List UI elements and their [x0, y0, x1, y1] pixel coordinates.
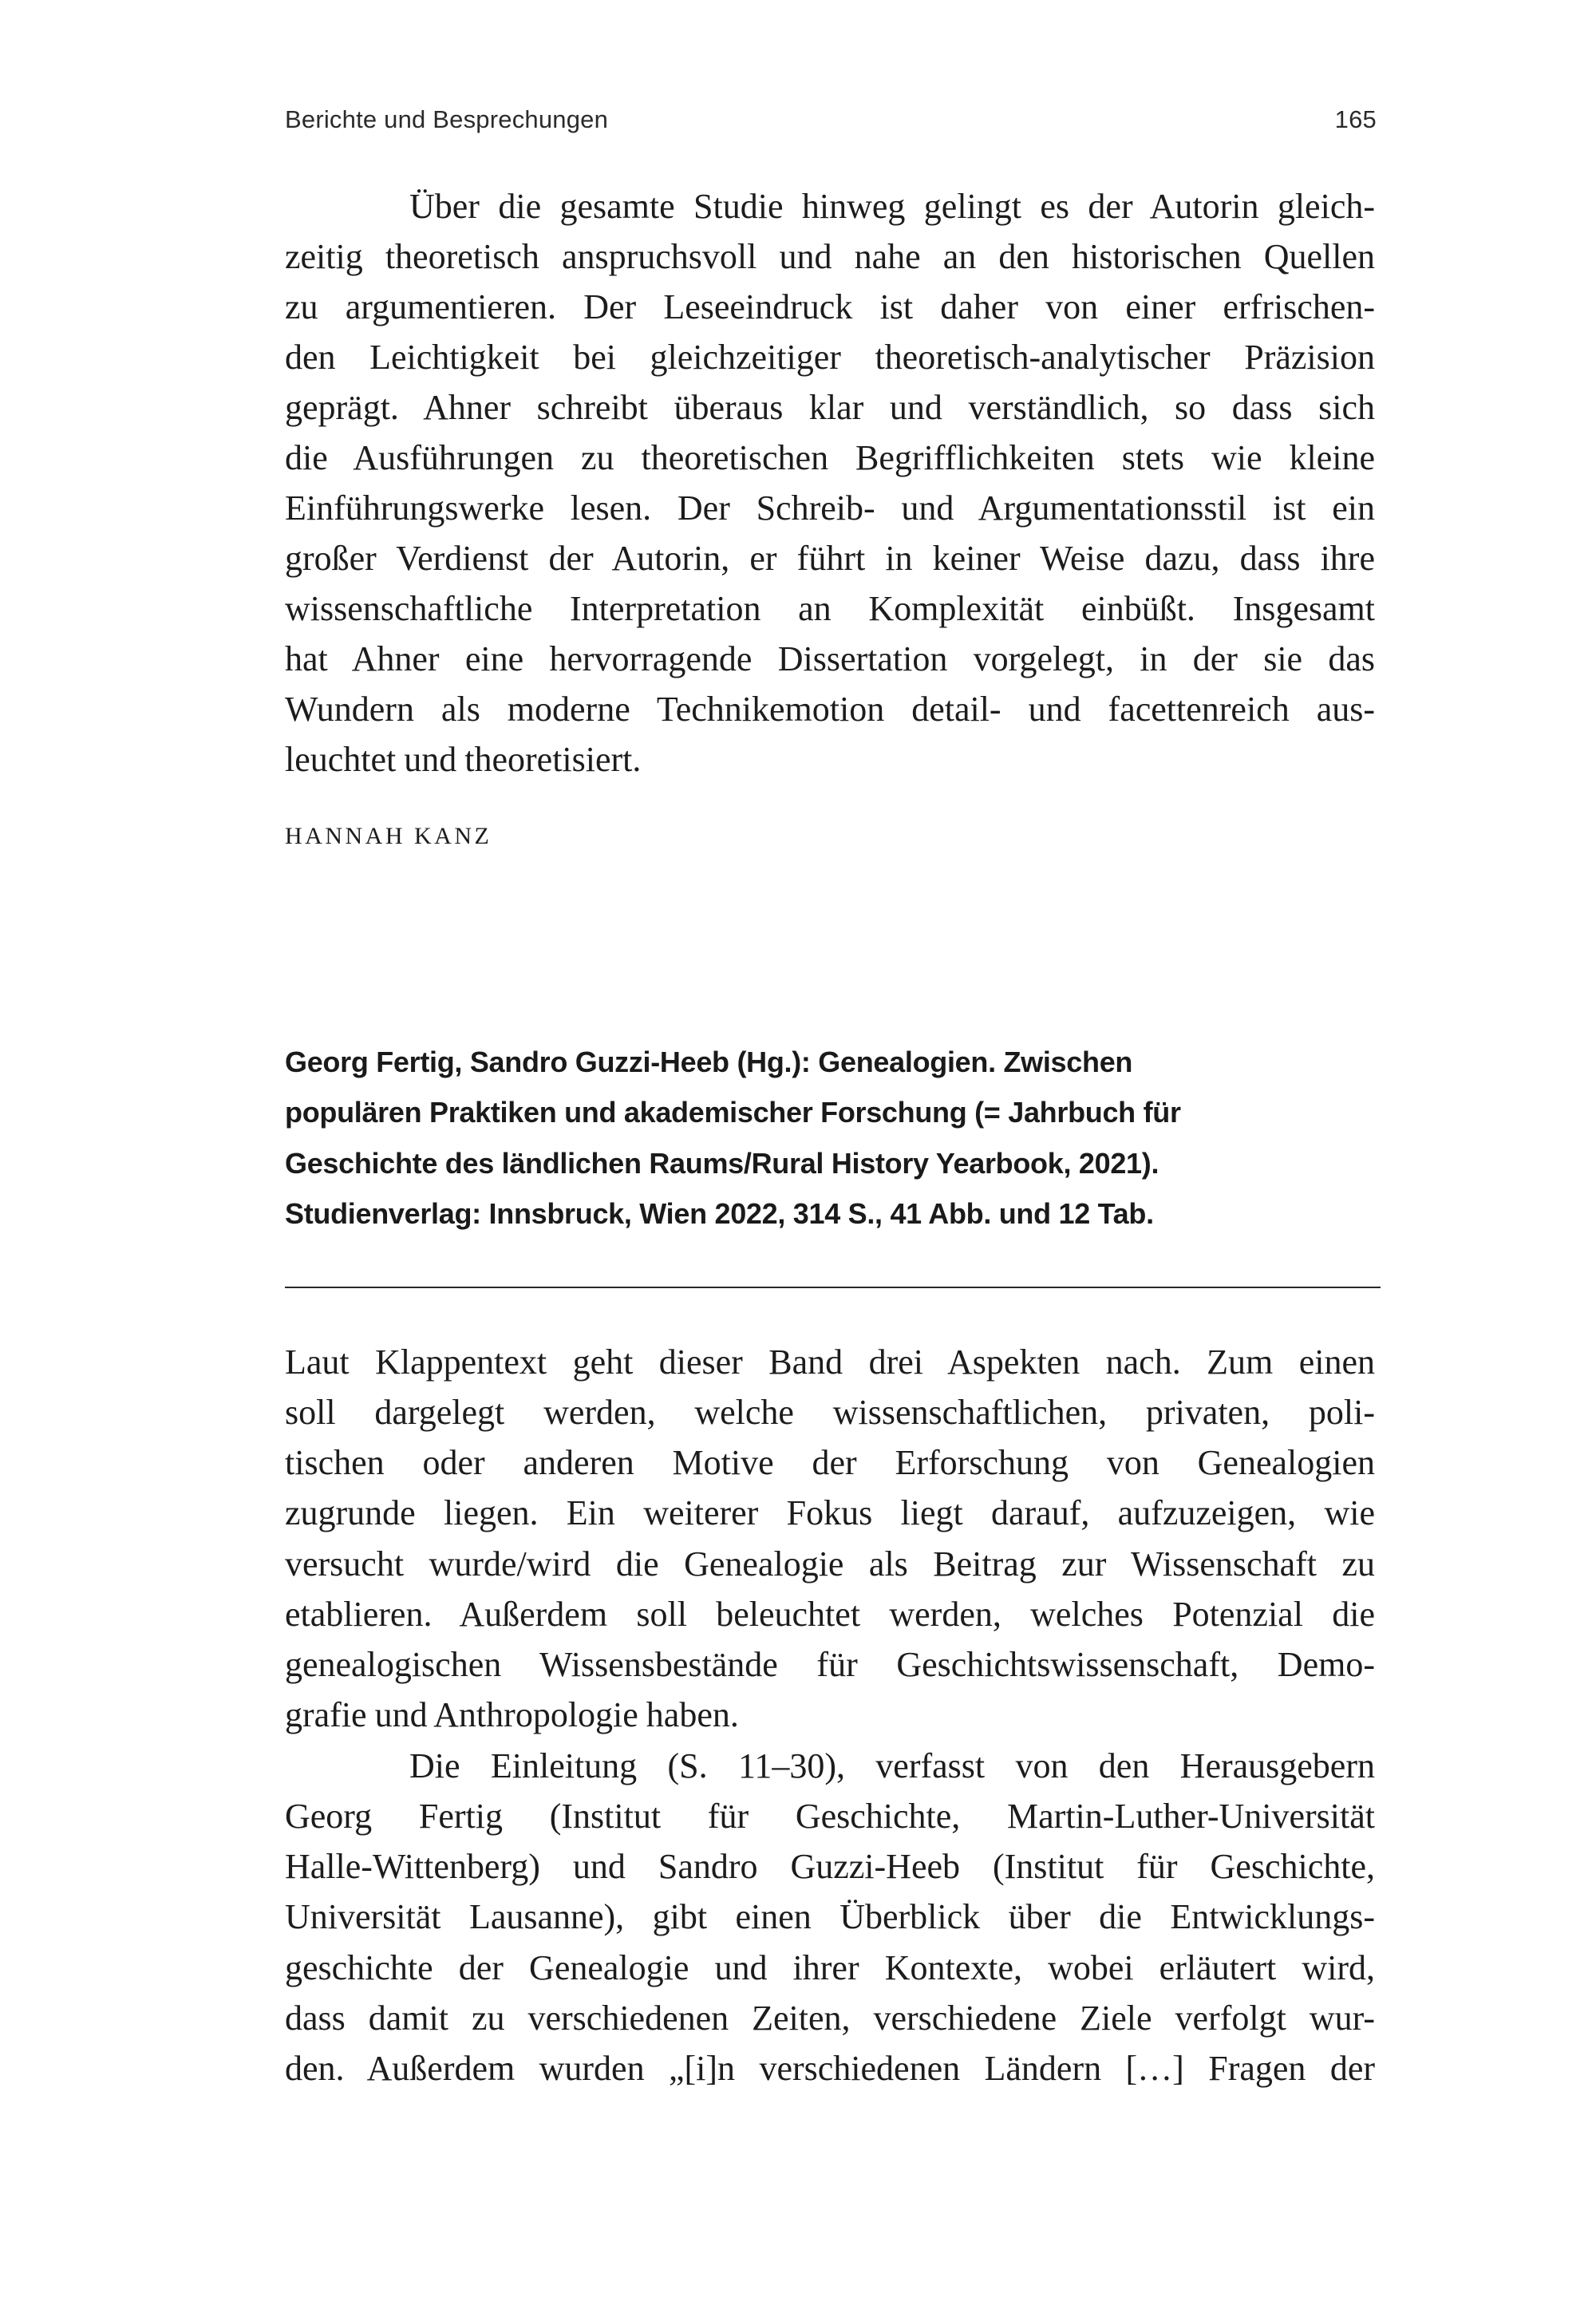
text-line: Einführungswerke lesen. Der Schreib- und Argumentationsstil ist ein: [285, 488, 1375, 528]
text-line: leuchtet und theoretisiert.: [285, 740, 642, 779]
text-line: zugrunde liegen. Ein weiterer Fokus liegt darauf, aufzuzeigen, wie: [285, 1493, 1375, 1532]
text-line: zu argumentieren. Der Leseeindruck ist daher von einer erfrischen-: [285, 287, 1375, 326]
text-line: Laut Klappentext geht dieser Band drei Aspekten nach. Zum einen: [285, 1342, 1375, 1382]
reviewer-signature: HANNAH KANZ: [285, 823, 492, 849]
text-line: hat Ahner eine hervorragende Dissertation vorgelegt, in der sie das: [285, 639, 1375, 678]
text-line: etablieren. Außerdem soll beleuchtet werden, welches Potenzial die: [285, 1595, 1375, 1634]
text-line: versucht wurde/wird die Genealogie als Beitrag zur Wissenschaft zu: [285, 1544, 1375, 1583]
text-line: grafie und Anthropologie haben.: [285, 1695, 739, 1734]
text-line: genealogischen Wissensbestände für Geschichtswissenschaft, Demo-: [285, 1645, 1375, 1684]
text-line: wissenschaftliche Interpretation an Komplexität einbüßt. Insgesamt: [285, 589, 1375, 628]
text-line: geprägt. Ahner schreibt überaus klar und verständlich, so dass sich: [285, 388, 1375, 427]
section-title: Berichte und Besprechungen: [285, 105, 609, 133]
text-line: tischen oder anderen Motive der Erforschung von Genealogien: [285, 1443, 1375, 1482]
heading-line: Geschichte des ländlichen Raums/Rural History Yearbook, 2021).: [285, 1147, 1159, 1180]
text-line: den Leichtigkeit bei gleichzeitiger theoretisch-analytischer Präzision: [285, 338, 1375, 377]
heading-line: populären Praktiken und akademischer Forschung (= Jahrbuch für: [285, 1096, 1181, 1129]
text-line: Wundern als moderne Technikemotion detail- und facettenreich aus-: [285, 690, 1375, 729]
page-number: 165: [1334, 105, 1377, 133]
text-line: Über die gesamte Studie hinweg gelingt es der Autorin gleich-: [409, 187, 1375, 226]
text-line: Universität Lausanne), gibt einen Überblick über die Entwicklungs-: [285, 1897, 1375, 1936]
text-line: die Ausführungen zu theoretischen Begrifflichkeiten stets wie kleine: [285, 438, 1375, 477]
heading-divider: [285, 1287, 1381, 1288]
running-head: [285, 105, 1377, 137]
text-line: Die Einleitung (S. 11–30), verfasst von den Herausgebern: [409, 1746, 1375, 1785]
text-line: soll dargelegt werden, welche wissenschaftlichen, privaten, poli-: [285, 1393, 1375, 1432]
text-line: dass damit zu verschiedenen Zeiten, verschiedene Ziele verfolgt wur-: [285, 1999, 1375, 2038]
text-line: Halle-Wittenberg) und Sandro Guzzi-Heeb (Institut für Geschichte,: [285, 1847, 1375, 1886]
text-line: zeitig theoretisch anspruchsvoll und nahe an den historischen Quellen: [285, 237, 1375, 276]
heading-line: Studienverlag: Innsbruck, Wien 2022, 314 S., 41 Abb. und 12 Tab.: [285, 1197, 1154, 1230]
text-line: großer Verdienst der Autorin, er führt in keiner Weise dazu, dass ihre: [285, 539, 1375, 578]
heading-line: Georg Fertig, Sandro Guzzi-Heeb (Hg.): Genealogien. Zwischen: [285, 1046, 1133, 1078]
text-line: den. Außerdem wurden „[i]n verschiedenen Ländern […] Fragen der: [285, 2049, 1375, 2088]
text-line: geschichte der Genealogie und ihrer Kontexte, wobei erläutert wird,: [285, 1948, 1375, 1987]
text-line: Georg Fertig (Institut für Geschichte, Martin-Luther-Universität: [285, 1797, 1375, 1836]
